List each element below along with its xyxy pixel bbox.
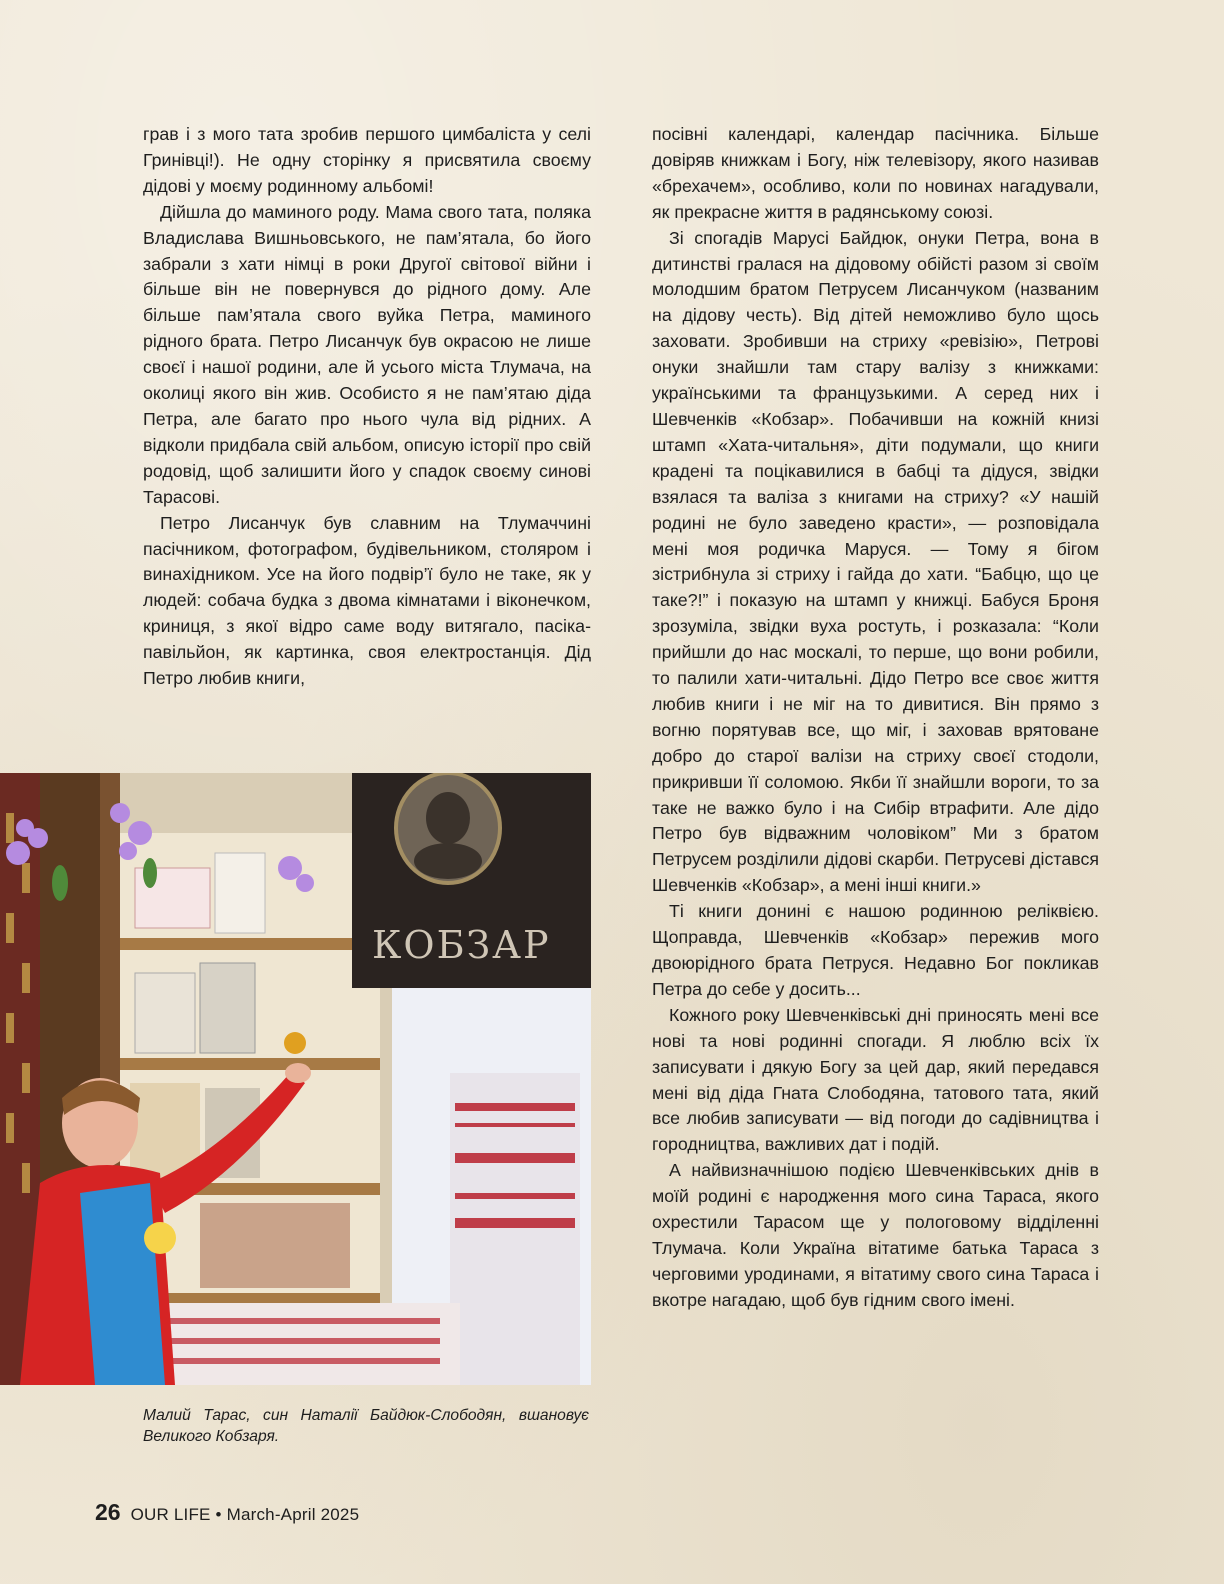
article-right-column: [652, 122, 1099, 1314]
article-paragraph: Петро Лисанчук був славним на Тлумаччині пасічником, фотографом, будівельником, столяром і винахідником. Усе на його подвір’ї було не таке, як у людей: собача будка з двома кімнатами і віконечком, криниця, з якої відро саме воду витягало, пасіка-павільйон, як картинка, своя електростанція. Дід Петро любив книги,: [143, 512, 591, 689]
book-title-text: КОБЗАР: [372, 923, 551, 967]
page-number: 26: [95, 1499, 121, 1525]
article-left-column: [143, 122, 591, 692]
article-paragraph: грав і з мого тата зробив першого цимбаліста у селі Гринівці!). Не одну сторінку я присвятила своєму дідові у моєму родинному альбомі!: [143, 124, 591, 196]
article-paragraph: Дійшла до маминого роду. Мама свого тата, поляка Владислава Вишньовського, не пам’ятала, бо його забрали з хати німці в роки Другої світової війни і більше він не повернувся до рідного дому. Але більше пам’ятала свого вуйка Петра, маминого рідного брата. Петро Лисанчук був окрасою не лише своєї і нашої родини, але й усього міста Тлумача, на околиці якого він жив. Особисто я не пам’ятаю діда Петра, але багато про нього чула від рідних. А відколи придбала свій альбом, описую історії про свій родовід, щоб залишити його у спадок своєму синові Тарасові.: [143, 201, 591, 507]
magazine-issue: OUR LIFE • March-April 2025: [130, 1505, 360, 1524]
article-paragraph: посівні календарі, календар пасічника. Більше довіряв книжкам і Богу, ніж телевізору, якого називав «брехачем», особливо, коли по новинах нагадували, як прекрасне життя в радянському союзі.: [652, 124, 1099, 222]
article-paragraph: А найвизначнішою подією Шевченківських днів в моїй родині є народження мого сина Тараса, якого охрестили Тарасом ще у пологовому відділенні Тлумача. Коли Україна вітатиме батька Тараса з черговими уродинами, я вітатиму свого сина Тараса і вкотре нагадаю, щоб був гідним свого імені.: [652, 1160, 1099, 1310]
photo-caption: Малий Тарас, син Наталії Байдюк-Слободян, вшановує Великого Кобзаря.: [143, 1407, 589, 1445]
article-paragraph: Кожного року Шевченківські дні приносять мені все нові та нові родинні спогади. Я люблю всіх їх записувати і дякую Богу за цей дар, який передався мені від діда Гната Слободяна, татового тата, який все любив записувати — від погоди до садівництва і городництва, важливих дат і подій.: [652, 1004, 1099, 1155]
article-paragraph: Ті книги донині є нашою родинною реліквією. Щоправда, Шевченків «Кобзар» пережив мого двоюрідного брата Петруся. Недавно Бог покликав Петра до себе у досить...: [652, 901, 1099, 999]
photo-boy-with-kobzar-icon: [0, 773, 591, 1385]
page-footer: [95, 1499, 359, 1529]
photo-boy-with-kobzar: [0, 773, 591, 1385]
article-paragraph: Зі спогадів Марусі Байдюк, онуки Петра, вона в дитинстві гралася на дідовому обійсті разом зі своїм молодшим братом Петрусем Лисанчуком (названим на дідову честь). Від дітей неможливо було щось заховати. Зробивши на стриху «ревізію», Петрові онуки знайшли там стару валізу з книжками: українськими та французькими. А серед них і Шевченків «Кобзар». Побачивши на кожній книзі штамп «Хата-читальня», діти подумали, що книги крадені та поцікавилися в бабці та дідуся, звідки взялася та валіза з книгами на стриху? «У нашій родині не було заведено красти», — розповідала мені моя родичка Маруся. — Тому я бігом зістрибнула зі стриху і гайда до хати. “Бабцю, що це таке?!” і показую на штамп у книжці. Бабуся Броня зрозуміла, звідки вуха ростуть, і розказала: “Коли прийшли до нас москалі, то перше, що вони робили, то палили хати-читальні. Дідо Петро все своє життя любив книги і не міг на то дивитися. Він прямо з вогню порятував все, що міг, і заховав врятоване добро до старої валізи на стриху своєї стодоли, прикривши її соломою. Якби її знайшли вороги, то за таке не важко було і на Сибір втрафити. Але дідо Петро був відважним чоловіком” Ми з братом Петрусем розділили дідові скарби. Петрусеві дістався Шевченків «Кобзар», а мені інші книги.»: [652, 227, 1099, 896]
